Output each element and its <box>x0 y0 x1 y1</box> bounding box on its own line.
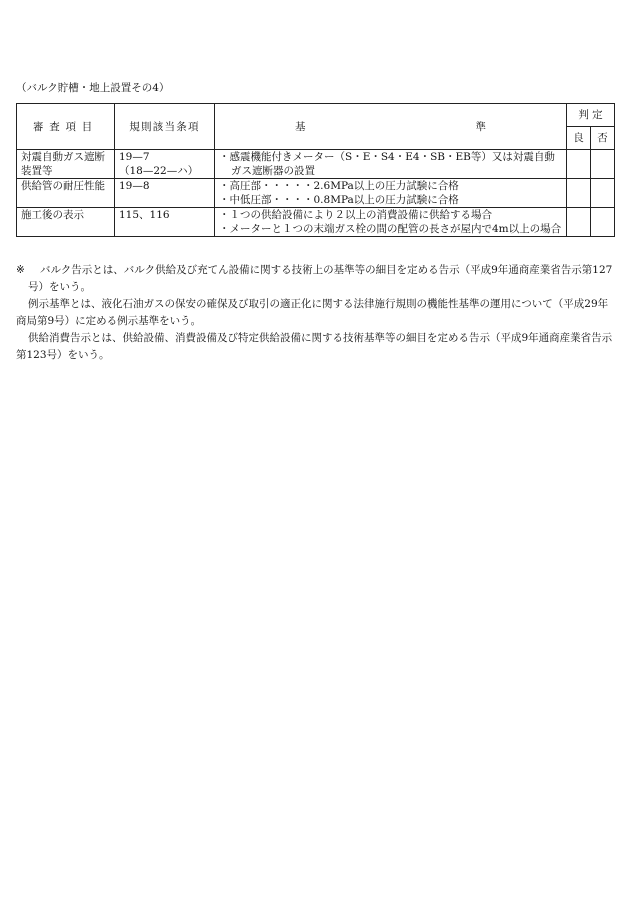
header-bad: 否 <box>591 127 615 150</box>
row-criteria: ・１つの供給設備により２以上の消費設備に供給する場合 ・メーターと１つの末端ガス栓の間の配管の長さが屋内で4m以上の場合 <box>215 208 567 237</box>
judgement-bad-cell[interactable] <box>591 179 615 208</box>
note-item: 供給消費告示とは、供給設備、消費設備及び特定供給設備に関する技術基準等の細目を定める告示（平成9年通商産業省告示第123号）をいう。 <box>16 332 613 361</box>
table-row <box>17 179 615 208</box>
judgement-good-cell[interactable] <box>567 150 591 179</box>
page-caption: （バルク貯槽・地上設置その4） <box>16 82 170 94</box>
row-criteria: ・高圧部・・・・・2.6MPa以上の圧力試験に合格 ・中低圧部・・・・0.8MPa以上の圧力試験に合格 <box>215 179 567 208</box>
row-law: 19—7 （18—22—ハ） <box>115 150 215 179</box>
row-criteria: ・感震機能付きメーター（S・E・S4・E4・SB・EB等）又は対震自動ガス遮断器の設置 <box>215 150 567 179</box>
header-criteria: 基 準 <box>215 104 567 150</box>
note-item: 例示基準とは、液化石油ガスの保安の確保及び取引の適正化に関する法律施行規則の機能性基準の運用について（平成29年商局第9号）に定める例示基準をいう。 <box>16 298 609 327</box>
row-law: 115、116 <box>115 208 215 237</box>
judgement-bad-cell[interactable] <box>591 150 615 179</box>
note-mark: ※ <box>16 264 25 276</box>
row-category: 供給管の耐圧性能 <box>17 179 115 208</box>
row-category: 対震自動ガス遮断装置等 <box>17 150 115 179</box>
table-row <box>17 150 615 179</box>
header-law: 規則該当条項 <box>115 104 215 150</box>
row-law: 19—8 <box>115 179 215 208</box>
header-category: 審査項目 <box>17 104 115 150</box>
inspection-table <box>16 103 615 237</box>
row-category: 施工後の表示 <box>17 208 115 237</box>
judgement-good-cell[interactable] <box>567 208 591 237</box>
judgement-bad-cell[interactable] <box>591 208 615 237</box>
notes <box>16 262 616 364</box>
header-judgement: 判 定 <box>567 104 615 127</box>
table-row <box>17 208 615 237</box>
judgement-good-cell[interactable] <box>567 179 591 208</box>
note-item: ※ バルク告示とは、バルク供給及び充てん設備に関する技術上の基準等の細目を定める告示（平成9年通商産業省告示第127号）をいう。 <box>16 264 613 293</box>
header-good: 良 <box>567 127 591 150</box>
